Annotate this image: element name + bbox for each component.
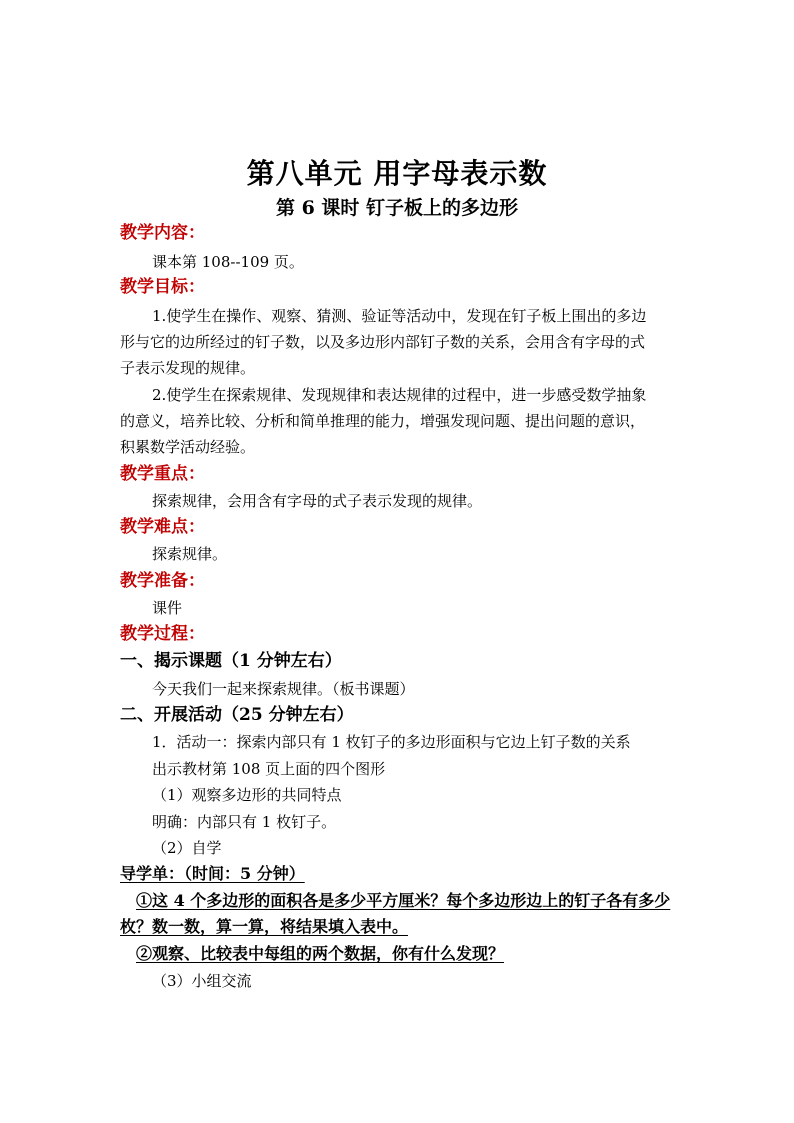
part1-heading: 一、揭示课题（1 分钟左右） <box>120 651 342 671</box>
goal2-line3: 积累数学活动经验。 <box>120 438 256 456</box>
goal2-line2: 的意义，培养比较、分析和简单推理的能力，增强发现问题、提出问题的意识， <box>120 412 646 430</box>
process-heading: 教学过程： <box>120 624 205 644</box>
prep-text: 课件 <box>152 599 183 617</box>
part2-heading: 二、开展活动（25 分钟左右） <box>120 705 354 725</box>
guide-question1-line2: 枚？数一数，算一算，将结果填入表中。 <box>120 917 409 936</box>
lesson-title: 第 6 课时 钉子板上的多边形 <box>275 197 519 219</box>
step1-clarify: 明确：内部只有 1 枚钉子。 <box>152 813 337 831</box>
goal1-line1: 1.使学生在操作、观察、猜测、验证等活动中，发现在钉子板上围出的多边 <box>152 307 647 325</box>
goal2-line1: 2.使学生在探索规律、发现规律和表达规律的过程中，进一步感受数学抽象 <box>152 386 647 404</box>
content-text: 课本第 108--109 页。 <box>152 253 304 271</box>
content-heading: 教学内容： <box>120 223 205 243</box>
goal1-line3: 子表示发现的规律。 <box>120 359 256 377</box>
activity1-text: 1．活动一：探索内部只有 1 枚钉子的多边形面积与它边上钉子数的关系 <box>152 733 631 751</box>
step2-text: （2）自学 <box>152 839 222 857</box>
guide-heading: 导学单：（时间：5 分钟） <box>120 864 305 883</box>
difficulty-heading: 教学难点： <box>120 517 205 537</box>
step1-text: （1）观察多边形的共同特点 <box>152 786 342 804</box>
goals-heading: 教学目标： <box>120 277 205 297</box>
difficulty-text: 探索规律。 <box>152 545 228 563</box>
key-text: 探索规律，会用含有字母的式子表示发现的规律。 <box>152 492 483 510</box>
unit-title: 第八单元 用字母表示数 <box>246 157 548 190</box>
guide-question2: ②观察、比较表中每组的两个数据，你有什么发现？ <box>136 944 505 963</box>
step3-text: （3）小组交流 <box>152 972 252 990</box>
prep-heading: 教学准备： <box>120 571 205 591</box>
goal1-line2: 形与它的边所经过的钉子数，以及多边形内部钉子数的关系，会用含有字母的式 <box>120 333 646 351</box>
guide-question1-line1: ①这 4 个多边形的面积各是多少平方厘米？每个多边形边上的钉子各有多少 <box>136 891 671 910</box>
part1-text: 今天我们一起来探索规律。（板书课题） <box>152 680 415 698</box>
activity1-show: 出示教材第 108 页上面的四个图形 <box>152 760 386 778</box>
key-heading: 教学重点： <box>120 464 205 484</box>
